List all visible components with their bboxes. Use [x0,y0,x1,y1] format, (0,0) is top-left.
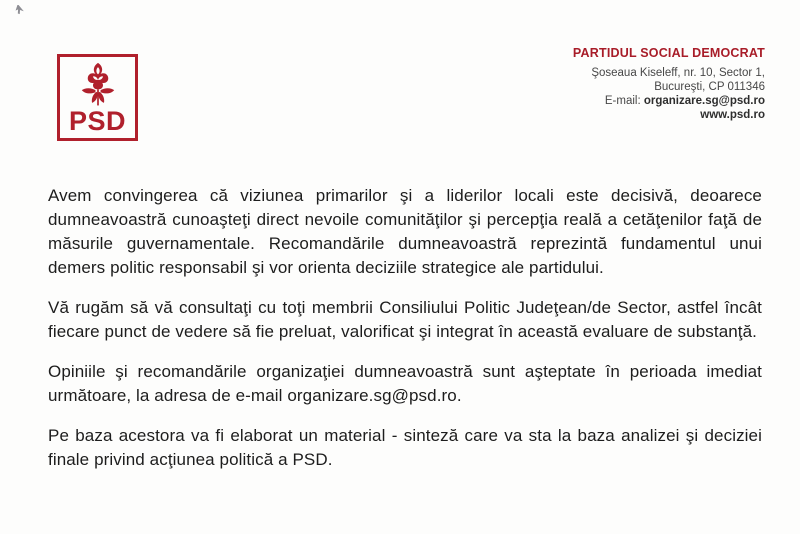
paragraph-1: Avem convingerea că viziunea primarilor şi a liderilor locali este decisivă, deoarece dumneavoastră cunoaşteţi direct nevoile comunităţilor şi percepţia reală a cetăţenilor faţă de măsurile guvernamentale. Recomandările dumneavoastră reprezintă fundamentul unui demers politic responsabil şi vor orienta deciziile strategice ale partidului. [48,186,762,277]
party-name: PARTIDUL SOCIAL DEMOCRAT [572,46,765,60]
rose-icon [75,62,121,108]
paragraph-2: Vă rugăm să vă consultaţi cu toţi membrii Consiliului Politic Judeţean/de Sector, astfel încât fiecare punct de vedere să fie preluat, valorificat şi integrat în această evaluare de substanţă. [48,298,762,341]
psd-logo [57,54,138,141]
email-label: E-mail: [604,95,644,107]
logo-psd-text: PSD [68,106,127,136]
address-line-2: Bucureşti, CP 011346 [654,81,765,93]
website: www.psd.ro [700,109,765,121]
address-line-1: Şoseaua Kiseleff, nr. 10, Sector 1, [591,67,765,79]
cursor-arrow-icon [15,5,25,15]
email-address: organizare.sg@psd.ro [643,95,765,107]
paragraph-4: Pe baza acestora va fi elaborat un material - sinteză care va sta la baza analizei şi deciziei finale privind acţiunea politică a PSD. [48,426,762,469]
letter-body [48,184,762,488]
email-line [573,94,765,108]
letterhead [573,46,765,122]
paragraph-3: Opiniile şi recomandările organizaţiei dumneavoastră sunt aşteptate în perioada imediat următoare, la adresa de e-mail organizare.sg@psd.ro. [48,362,762,405]
